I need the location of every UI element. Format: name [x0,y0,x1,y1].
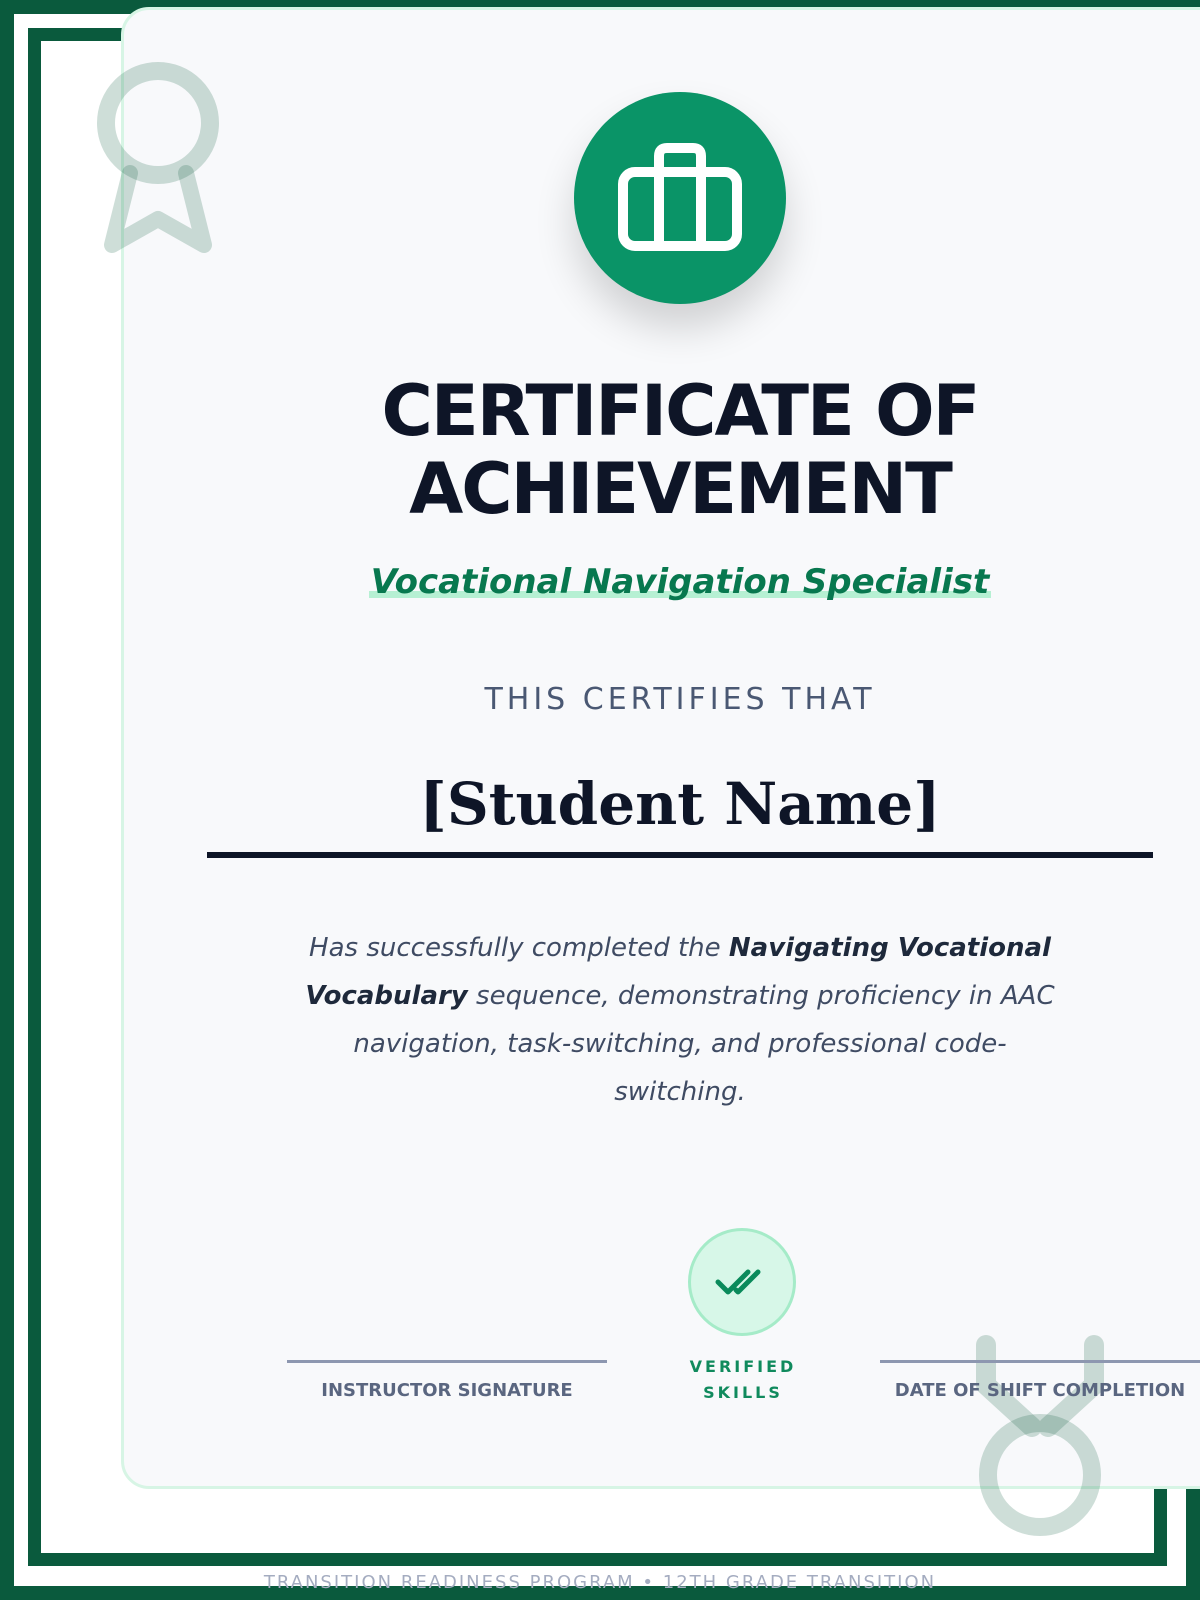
award-ribbon-icon [90,55,230,265]
briefcase-icon [617,142,743,254]
badge-circle [574,92,786,304]
verified-label-line-1: VERIFIED [689,1357,797,1376]
verified-badge [688,1228,796,1336]
certifies-text: THIS CERTIFIES THAT [484,682,876,717]
date-completion-line [880,1360,1200,1363]
certificate-subtitle [280,562,1080,602]
description-part-2: sequence, demonstrating proficiency in AAC navigation, task-switching, and professional code-switching. [353,981,1055,1107]
double-check-icon [714,1262,770,1302]
date-completion-label: DATE OF SHIFT COMPLETION [894,1380,1186,1401]
instructor-signature-label: INSTRUCTOR SIGNATURE [321,1380,573,1401]
student-name: [Student Name] [419,770,941,838]
description-course-name: Navigating Vocational Vocabulary [305,933,1051,1011]
name-underline [207,852,1153,858]
medal-icon [970,1335,1110,1545]
certificate-title [280,372,1080,528]
verified-label [660,1354,826,1406]
completion-description [290,924,1070,1116]
subtitle-text: Vocational Navigation Specialist [370,562,990,602]
verified-label-line-2: SKILLS [703,1383,783,1402]
instructor-signature-line [287,1360,607,1363]
program-footer: TRANSITION READINESS PROGRAM • 12TH GRADE TRANSITION [263,1572,937,1593]
title-line-2: ACHIEVEMENT [409,448,951,530]
description-part-1: Has successfully completed the [309,933,729,963]
title-line-1: CERTIFICATE OF [381,370,979,452]
